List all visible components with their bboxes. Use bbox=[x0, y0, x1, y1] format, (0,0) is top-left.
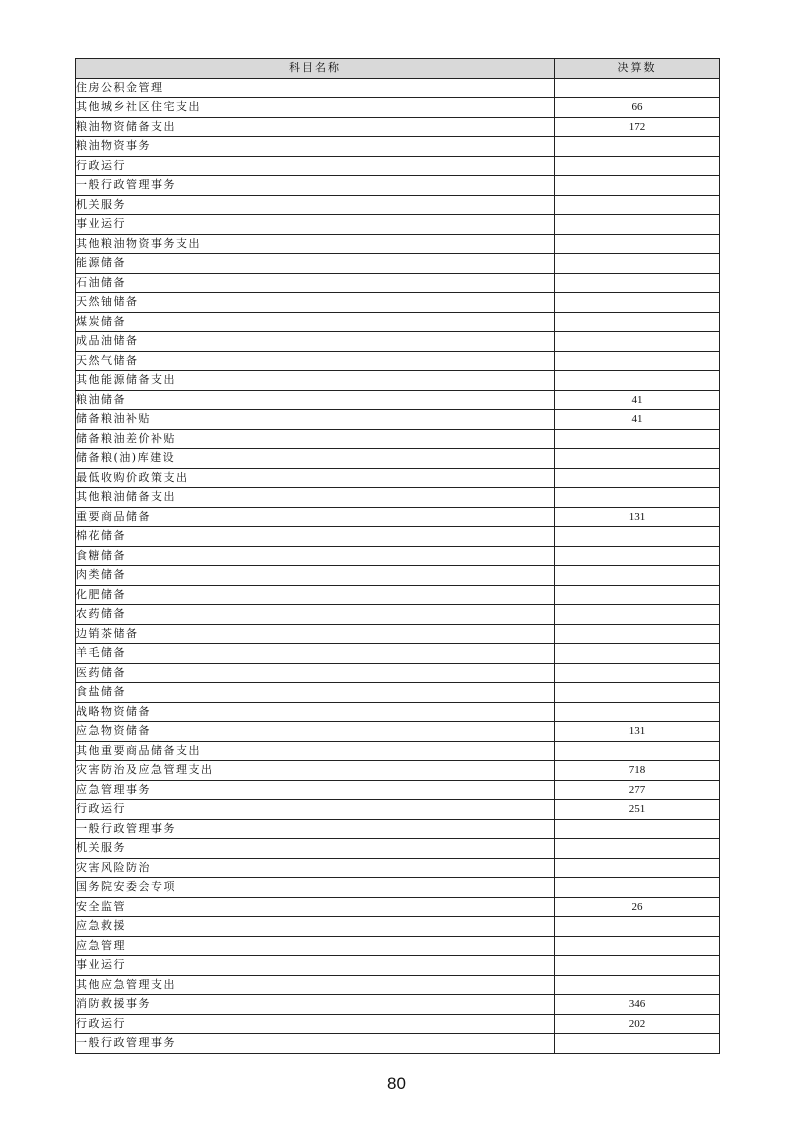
table-row bbox=[76, 156, 720, 176]
table-row bbox=[76, 702, 720, 722]
final-amount-cell bbox=[555, 371, 720, 391]
subject-name-cell: 行政运行 bbox=[76, 800, 555, 820]
final-amount-cell bbox=[555, 215, 720, 235]
subject-name-cell: 其他粮油物资事务支出 bbox=[76, 234, 555, 254]
final-amount-cell bbox=[555, 449, 720, 469]
final-amount-cell bbox=[555, 1034, 720, 1054]
subject-name-cell: 储备粮油差价补贴 bbox=[76, 429, 555, 449]
subject-name-cell: 战略物资储备 bbox=[76, 702, 555, 722]
subject-name-cell: 其他应急管理支出 bbox=[76, 975, 555, 995]
subject-name-cell: 能源储备 bbox=[76, 254, 555, 274]
final-amount-cell bbox=[555, 527, 720, 547]
table-row bbox=[76, 546, 720, 566]
final-amount-cell bbox=[555, 195, 720, 215]
table-row bbox=[76, 761, 720, 781]
final-amount-cell bbox=[555, 936, 720, 956]
final-amount-cell: 131 bbox=[555, 722, 720, 742]
table-row bbox=[76, 254, 720, 274]
subject-name-cell: 事业运行 bbox=[76, 956, 555, 976]
final-amount-cell bbox=[555, 312, 720, 332]
table-row bbox=[76, 936, 720, 956]
subject-name-cell: 重要商品储备 bbox=[76, 507, 555, 527]
final-amount-cell: 718 bbox=[555, 761, 720, 781]
table-row bbox=[76, 917, 720, 937]
subject-name-cell: 粮油物资储备支出 bbox=[76, 117, 555, 137]
subject-name-cell: 事业运行 bbox=[76, 215, 555, 235]
final-amount-cell bbox=[555, 429, 720, 449]
subject-name-cell: 天然铀储备 bbox=[76, 293, 555, 313]
table-row bbox=[76, 975, 720, 995]
table-row bbox=[76, 215, 720, 235]
subject-name-cell: 一般行政管理事务 bbox=[76, 176, 555, 196]
subject-name-cell: 其他重要商品储备支出 bbox=[76, 741, 555, 761]
subject-name-cell: 应急物资储备 bbox=[76, 722, 555, 742]
final-amount-cell bbox=[555, 585, 720, 605]
budget-table bbox=[75, 58, 720, 1054]
table-row bbox=[76, 351, 720, 371]
table-row bbox=[76, 897, 720, 917]
subject-name-cell: 住房公积金管理 bbox=[76, 78, 555, 98]
subject-name-cell: 石油储备 bbox=[76, 273, 555, 293]
final-amount-cell bbox=[555, 176, 720, 196]
table-row bbox=[76, 780, 720, 800]
final-amount-cell bbox=[555, 702, 720, 722]
final-amount-cell bbox=[555, 488, 720, 508]
subject-name-cell: 一般行政管理事务 bbox=[76, 819, 555, 839]
final-amount-cell bbox=[555, 956, 720, 976]
table-row bbox=[76, 449, 720, 469]
subject-name-cell: 其他能源储备支出 bbox=[76, 371, 555, 391]
table-row bbox=[76, 644, 720, 664]
table-row bbox=[76, 332, 720, 352]
final-amount-cell bbox=[555, 468, 720, 488]
subject-name-cell: 食盐储备 bbox=[76, 683, 555, 703]
final-amount-cell bbox=[555, 254, 720, 274]
subject-name-cell: 一般行政管理事务 bbox=[76, 1034, 555, 1054]
page-number: 80 bbox=[387, 1074, 406, 1093]
table-row bbox=[76, 137, 720, 157]
table-row bbox=[76, 995, 720, 1015]
table-row bbox=[76, 273, 720, 293]
subject-name-cell: 安全监管 bbox=[76, 897, 555, 917]
table-row bbox=[76, 858, 720, 878]
final-amount-cell bbox=[555, 644, 720, 664]
final-amount-cell bbox=[555, 683, 720, 703]
final-amount-cell: 346 bbox=[555, 995, 720, 1015]
subject-name-cell: 化肥储备 bbox=[76, 585, 555, 605]
table-row bbox=[76, 371, 720, 391]
subject-name-cell: 天然气储备 bbox=[76, 351, 555, 371]
final-amount-cell: 251 bbox=[555, 800, 720, 820]
table-row bbox=[76, 234, 720, 254]
final-amount-cell bbox=[555, 858, 720, 878]
table-row bbox=[76, 878, 720, 898]
table-row bbox=[76, 663, 720, 683]
final-amount-cell: 172 bbox=[555, 117, 720, 137]
final-amount-cell bbox=[555, 293, 720, 313]
subject-name-cell: 国务院安委会专项 bbox=[76, 878, 555, 898]
final-amount-cell: 131 bbox=[555, 507, 720, 527]
table-row bbox=[76, 312, 720, 332]
subject-name-cell: 灾害防治及应急管理支出 bbox=[76, 761, 555, 781]
subject-name-cell: 边销茶储备 bbox=[76, 624, 555, 644]
final-amount-cell bbox=[555, 819, 720, 839]
table-row bbox=[76, 605, 720, 625]
final-amount-cell bbox=[555, 839, 720, 859]
final-amount-cell bbox=[555, 137, 720, 157]
table-row bbox=[76, 741, 720, 761]
subject-name-cell: 其他城乡社区住宅支出 bbox=[76, 98, 555, 118]
subject-name-cell: 羊毛储备 bbox=[76, 644, 555, 664]
final-amount-cell bbox=[555, 546, 720, 566]
table-row bbox=[76, 585, 720, 605]
final-amount-cell bbox=[555, 351, 720, 371]
table-row bbox=[76, 722, 720, 742]
subject-name-cell: 医药储备 bbox=[76, 663, 555, 683]
subject-name-cell: 行政运行 bbox=[76, 1014, 555, 1034]
final-amount-cell bbox=[555, 605, 720, 625]
table-row bbox=[76, 624, 720, 644]
table-row bbox=[76, 956, 720, 976]
subject-name-cell: 其他粮油储备支出 bbox=[76, 488, 555, 508]
final-amount-cell bbox=[555, 566, 720, 586]
subject-name-cell: 消防救援事务 bbox=[76, 995, 555, 1015]
subject-name-cell: 应急管理事务 bbox=[76, 780, 555, 800]
final-amount-cell bbox=[555, 273, 720, 293]
final-amount-cell bbox=[555, 975, 720, 995]
final-amount-cell bbox=[555, 78, 720, 98]
table-row bbox=[76, 176, 720, 196]
final-amount-cell bbox=[555, 156, 720, 176]
subject-name-cell: 应急管理 bbox=[76, 936, 555, 956]
final-amount-cell: 41 bbox=[555, 390, 720, 410]
final-amount-cell bbox=[555, 741, 720, 761]
table-row bbox=[76, 410, 720, 430]
subject-name-cell: 煤炭储备 bbox=[76, 312, 555, 332]
subject-name-cell: 食糖储备 bbox=[76, 546, 555, 566]
table-row bbox=[76, 390, 720, 410]
table-row bbox=[76, 507, 720, 527]
table-row bbox=[76, 78, 720, 98]
final-amount-cell: 41 bbox=[555, 410, 720, 430]
table-body bbox=[76, 78, 720, 1053]
subject-name-cell: 农药储备 bbox=[76, 605, 555, 625]
subject-name-cell: 储备粮(油)库建设 bbox=[76, 449, 555, 469]
final-amount-cell bbox=[555, 878, 720, 898]
table-row bbox=[76, 488, 720, 508]
column-header-final-amount: 决算数 bbox=[555, 59, 720, 79]
subject-name-cell: 储备粮油补贴 bbox=[76, 410, 555, 430]
subject-name-cell: 最低收购价政策支出 bbox=[76, 468, 555, 488]
subject-name-cell: 应急救援 bbox=[76, 917, 555, 937]
subject-name-cell: 成品油储备 bbox=[76, 332, 555, 352]
subject-name-cell: 肉类储备 bbox=[76, 566, 555, 586]
table-row bbox=[76, 195, 720, 215]
subject-name-cell: 棉花储备 bbox=[76, 527, 555, 547]
table-row bbox=[76, 293, 720, 313]
final-amount-cell: 26 bbox=[555, 897, 720, 917]
final-amount-cell: 202 bbox=[555, 1014, 720, 1034]
table-row bbox=[76, 1034, 720, 1054]
final-amount-cell: 66 bbox=[555, 98, 720, 118]
final-amount-cell bbox=[555, 917, 720, 937]
table-row bbox=[76, 566, 720, 586]
table-row bbox=[76, 839, 720, 859]
table-row bbox=[76, 800, 720, 820]
table-row bbox=[76, 819, 720, 839]
table-row bbox=[76, 468, 720, 488]
table-row bbox=[76, 1014, 720, 1034]
table-row bbox=[76, 117, 720, 137]
table-row bbox=[76, 98, 720, 118]
table-row bbox=[76, 683, 720, 703]
column-header-subject-name: 科目名称 bbox=[76, 59, 555, 79]
table-row bbox=[76, 527, 720, 547]
subject-name-cell: 灾害风险防治 bbox=[76, 858, 555, 878]
subject-name-cell: 粮油储备 bbox=[76, 390, 555, 410]
table-header-row bbox=[76, 59, 720, 79]
final-amount-cell bbox=[555, 624, 720, 644]
subject-name-cell: 机关服务 bbox=[76, 839, 555, 859]
final-amount-cell bbox=[555, 663, 720, 683]
subject-name-cell: 粮油物资事务 bbox=[76, 137, 555, 157]
subject-name-cell: 机关服务 bbox=[76, 195, 555, 215]
final-amount-cell bbox=[555, 234, 720, 254]
subject-name-cell: 行政运行 bbox=[76, 156, 555, 176]
table-row bbox=[76, 429, 720, 449]
final-amount-cell bbox=[555, 332, 720, 352]
final-amount-cell: 277 bbox=[555, 780, 720, 800]
